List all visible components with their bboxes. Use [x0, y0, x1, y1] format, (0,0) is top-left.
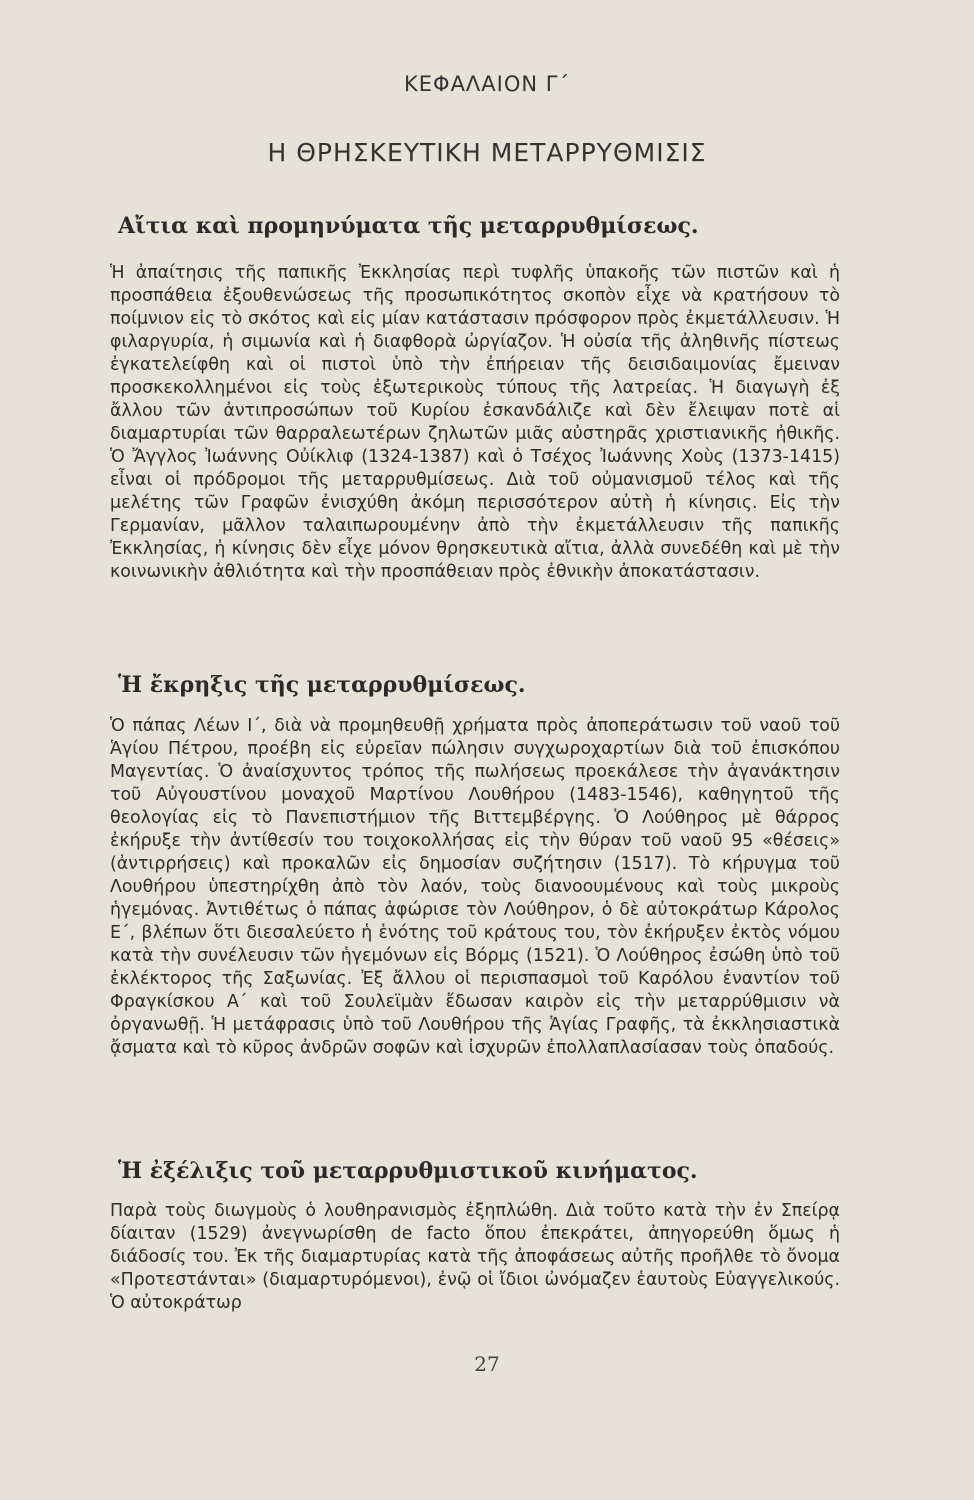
page-number: 27	[474, 1352, 500, 1376]
section-heading-causes: Αἴτια καὶ προμηνύματα τῆς μεταρρυθμίσεως.	[118, 213, 699, 239]
chapter-title: Η ΘΡΗΣΚΕΥΤΙΚΗ ΜΕΤΑΡΡΥΘΜΙΣΙΣ	[267, 138, 707, 167]
section-heading-evolution: Ἡ ἐξέλιξις τοῦ μεταρρυθμιστικοῦ κινήματος.	[118, 1158, 698, 1184]
section-paragraph-outbreak: Ὁ πάπας Λέων Ι΄, διὰ νὰ προμηθευθῇ χρήματα πρὸς ἀποπεράτωσιν τοῦ ναοῦ τοῦ Ἁγίου Πέτρου, προέβη εἰς εὐρεῖαν πώλησιν συγχωροχαρτίων διὰ τοῦ ἐπισκόπου Μαγεντίας. Ὁ ἀναίσχυντος τρόπος τῆς πωλήσεως προεκάλεσε τὴν ἀγανάκτησιν τοῦ Αὐγουστίνου μοναχοῦ Μαρτίνου Λουθήρου (1483-1546), καθηγητοῦ τῆς θεολογίας εἰς τὸ Πανεπιστήμιον τῆς Βιττεμβέργης. Ὁ Λούθηρος μὲ θάρρος ἐκήρυξε τὴν ἀντίθεσίν του τοιχοκολλήσας εἰς τὴν θύραν τοῦ ναοῦ 95 «θέσεις» (ἀντιρρήσεις) καὶ προκαλῶν εἰς δημοσίαν συζήτησιν (1517). Τὸ κήρυγμα τοῦ Λουθήρου ὑπεστηρίχθη ἀπὸ τὸν λαόν, τοὺς διανοουμένους καὶ τοὺς μικροὺς ἡγεμόνας. Ἀντιθέτως ὁ πάπας ἀφώρισε τὸν Λούθηρον, ὁ δὲ αὐτοκράτωρ Κάρολος Ε΄, βλέπων ὅτι διεσαλεύετο ἡ ἑνότης τοῦ κράτους του, τὸν ἐκήρυξεν ἐκτὸς νόμου κατὰ τὴν συνέλευσιν τῶν ἡγεμόνων εἰς Βόρμς (1521). Ὁ Λούθηρος ἐσώθη ὑπὸ τοῦ ἐκλέκτορος τῆς Σαξωνίας. Ἐξ ἄλλου οἱ περισπασμοὶ τοῦ Καρόλου ἐναντίον τοῦ Φραγκίσκου Α΄ καὶ τοῦ Σουλεϊμὰν ἔδωσαν καιρὸν εἰς τὴν μεταρρύθμισιν νὰ ὀργανωθῇ. Ἡ μετάφρασις ὑπὸ τοῦ Λουθήρου τῆς Ἁγίας Γραφῆς, τὰ ἐκκλησιαστικὰ ᾄσματα καὶ τὸ κῦρος ἀνδρῶν σοφῶν καὶ ἰσχυρῶν ἐπολλαπλασίασαν τοὺς ὀπαδούς.	[110, 716, 840, 1058]
section-paragraph-causes: Ἡ ἀπαίτησις τῆς παπικῆς Ἐκκλησίας περὶ τυφλῆς ὑπακοῆς τῶν πιστῶν καὶ ἡ προσπάθεια ἐξουθενώσεως τῆς προσωπικότητος σκοπὸν εἶχε νὰ κρατήσουν τὸ ποίμνιον εἰς τὸ σκότος καὶ εἰς μίαν κατάστασιν πρόσφορον πρὸς ἐκμετάλλευσιν. Ἡ φιλαργυρία, ἡ σιμωνία καὶ ἡ διαφθορὰ ὠργίαζον. Ἡ οὐσία τῆς ἀληθινῆς πίστεως ἐγκατελείφθη καὶ οἱ πιστοὶ ὑπὸ τὴν ἐπήρειαν τῆς δεισιδαιμονίας ἔμειναν προσκεκολλημένοι εἰς τοὺς ἐξωτερικοὺς τύπους τῆς λατρείας. Ἡ διαγωγὴ ἐξ ἄλλου τῶν ἀντιπροσώπων τοῦ Κυρίου ἐσκανδάλιζε καὶ δὲν ἔλειψαν ποτὲ αἱ διαμαρτυρίαι τῶν θαρραλεωτέρων ζηλωτῶν μιᾶς αὐστηρᾶς χριστιανικῆς ἠθικῆς. Ὁ Ἄγγλος Ἰωάννης Οὐίκλιφ (1324-1387) καὶ ὁ Τσέχος Ἰωάννης Χοὺς (1373-1415) εἶναι οἱ πρόδρομοι τῆς μεταρρυθμίσεως. Διὰ τοῦ οὐμανισμοῦ τέλος καὶ τῆς μελέτης τῶν Γραφῶν ἐνισχύθη ἀκόμη περισσότερον αὐτὴ ἡ κίνησις. Εἰς τὴν Γερμανίαν, μᾶλλον ταλαιπωρουμένην ἀπὸ τὴν ἐκμετάλλευσιν τῆς παπικῆς Ἐκκλησίας, ἡ κίνησις δὲν εἶχε μόνον θρησκευτικὰ αἴτια, ἀλλὰ συνεδέθη καὶ μὲ τὴν κοινωνικὴν ἀθλιότητα καὶ τὴν προσπάθειαν πρὸς ἐθνικὴν ἀποκατάστασιν.	[110, 263, 840, 582]
section-paragraph-evolution: Παρὰ τοὺς διωγμοὺς ὁ λουθηρανισμὸς ἐξηπλώθη. Διὰ τοῦτο κατὰ τὴν ἐν Σπείρᾳ δίαιταν (1529) ἀνεγνωρίσθη de facto ὅπου ἐπεκράτει, ἀπηγορεύθη ὅμως ἡ διάδοσίς του. Ἐκ τῆς διαμαρτυρίας κατὰ τῆς ἀποφάσεως αὐτῆς προῆλθε τὸ ὄνομα «Προτεστάνται» (διαμαρτυρόμενοι), ἐνῷ οἱ ἴδιοι ὠνόμαζεν ἑαυτοὺς Εὐαγγελικούς. Ὁ αὐτοκράτωρ	[110, 1201, 840, 1313]
chapter-label: ΚΕΦΑΛΑΙΟΝ Γ΄	[404, 72, 570, 96]
section-heading-outbreak: Ἡ ἔκρηξις τῆς μεταρρυθμίσεως.	[118, 672, 526, 698]
